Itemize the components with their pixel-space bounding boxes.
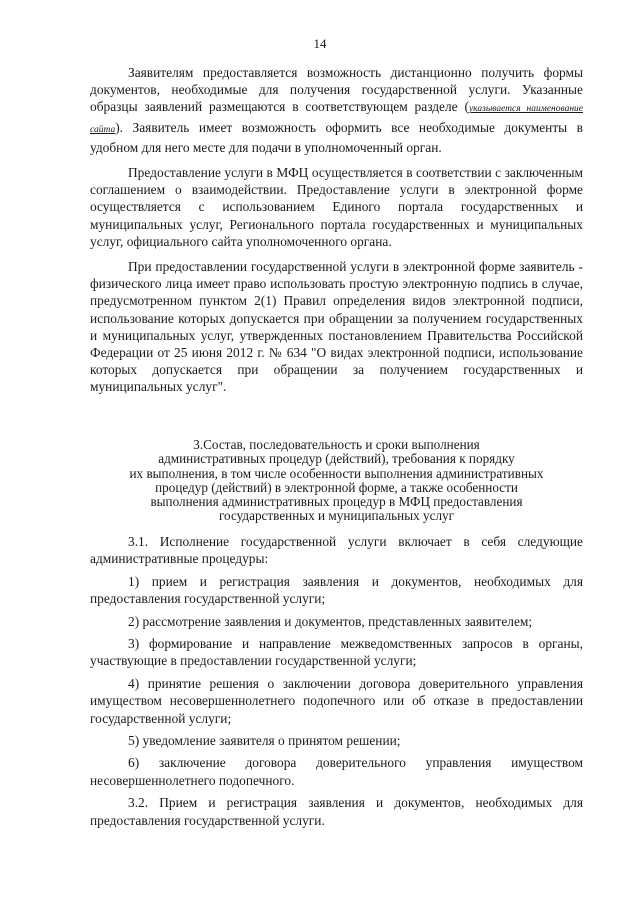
- paragraph-mfc: Предоставление услуги в МФЦ осуществляется в соответствии с заключенным соглашением о взаимодействии. Предоставление услуги в электронной форме осуществляется с использованием Единого портала государственных и муниципальных услуг, Регионального портала государственных и муниципальных услуг, официального сайта уполномоченного органа.: [90, 165, 583, 249]
- heading-line: их выполнения, в том числе особенности выполнения административных: [129, 465, 544, 481]
- paragraph-electronic-signature: При предоставлении государственной услуги в электронной форме заявитель - физического лица имеет право использовать простую электронную подпись в случае, предусмотренном пунктом 2(1) Правил определения видов электронной подписи, использование которых допускается при обращении за получением государственных и муниципальных услуг, утвержденных постановлением Правительства Российской Федерации от 25 июня 2012 г. № 634 "О видах электронной подписи, использование которых допускается при обращении за получением государственных и муниципальных услуг".: [90, 259, 583, 395]
- heading-line: 3.Состав, последовательность и сроки выполнения: [193, 437, 480, 452]
- list-item: 5) уведомление заявителя о принятом решении;: [128, 733, 401, 749]
- heading-line: государственных и муниципальных услуг: [218, 508, 455, 524]
- paragraph-remote-forms: [90, 64, 583, 156]
- list-item: 4) принятие решения о заключении договора доверительного управления имуществом несовершеннолетнего подопечного или об отказе в предоставлении государственной услуги;: [90, 675, 583, 726]
- section-3-heading: [90, 438, 583, 524]
- list-item: 6) заключение договора доверительного управления имуществом несовершеннолетнего подопечного.: [90, 755, 583, 788]
- paragraph-3-1: 3.1. Исполнение государственной услуги включает в себя следующие административные процедуры:: [90, 534, 583, 567]
- heading-line: процедур (действий) в электронной форме, а также особенности: [155, 479, 518, 495]
- heading-line: выполнения административных процедур в МФЦ предоставления: [150, 494, 523, 510]
- site-name-note: указывается наименование сайта: [90, 104, 583, 135]
- section-3-body: [90, 533, 583, 829]
- paragraph-remote-forms-end: ). Заявитель имеет возможность оформить все необходимые документы в удобном для него месте для подачи в уполномоченный орган.: [90, 119, 583, 155]
- list-item: 1) прием и регистрация заявления и документов, необходимых для предоставления государственной услуги;: [90, 573, 583, 607]
- list-item: 2) рассмотрение заявления и документов, представленных заявителем;: [128, 613, 533, 629]
- paragraph-3-2: 3.2. Прием и регистрация заявления и документов, необходимых для предоставления государственной услуги.: [90, 795, 583, 828]
- paragraph-remote-forms-start: Заявителям предоставляется возможность дистанционно получить формы документов, необходимые для получения государственной услуги. Указанные образцы заявлений размещаются в соответствующем разделе (: [90, 65, 583, 115]
- list-item: 3) формирование и направление межведомственных запросов в органы, участвующие в предоставлении государственной услуги;: [90, 636, 583, 669]
- heading-line: административных процедур (действий), требования к порядку: [158, 451, 515, 467]
- intro-block: [90, 64, 583, 396]
- page-number: 14: [313, 36, 327, 51]
